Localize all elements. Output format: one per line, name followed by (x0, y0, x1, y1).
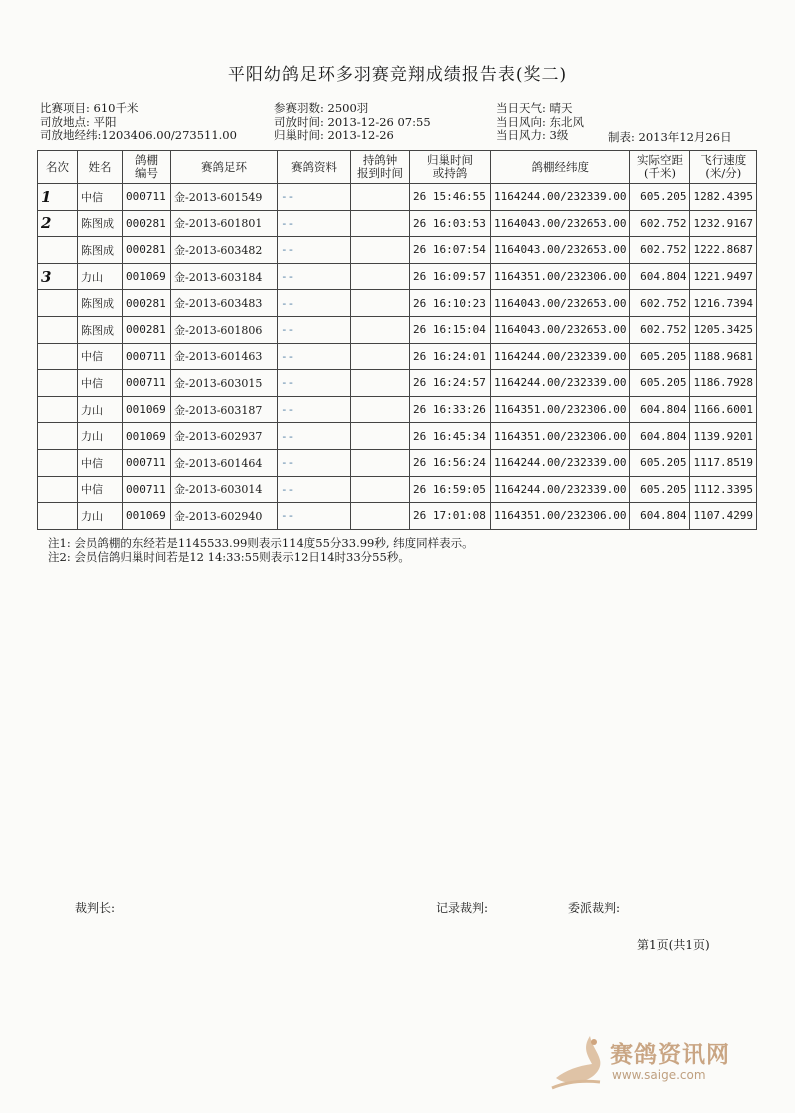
cell-clock-time (351, 237, 410, 264)
footnotes (48, 536, 474, 564)
cell-info: -- (278, 210, 351, 237)
cell-rank (38, 476, 78, 503)
cell-arrival-time: 26 16:03:53 (410, 210, 491, 237)
col-clock-header-line1: 持鸽钟 (362, 153, 398, 167)
cell-rank (38, 316, 78, 343)
cell-coordinates: 1164351.00/232306.00 (491, 263, 630, 290)
cell-info: -- (278, 343, 351, 370)
cell-loft-number: 000281 (123, 290, 171, 317)
col-loft-header-line2: 编号 (135, 166, 158, 180)
meta-entries: 参赛羽数: 2500羽 (274, 101, 369, 115)
cell-coordinates: 1164244.00/232339.00 (491, 184, 630, 211)
cell-arrival-time: 26 16:45:34 (410, 423, 491, 450)
cell-clock-time (351, 370, 410, 397)
cell-name: 力山 (78, 503, 123, 530)
col-arrival-header (410, 151, 491, 184)
cell-loft-number: 000711 (123, 476, 171, 503)
cell-name: 中信 (78, 343, 123, 370)
col-arrival-header-line1: 归巢时间 (427, 153, 473, 167)
cell-coordinates: 1164244.00/232339.00 (491, 449, 630, 476)
cell-rank (38, 423, 78, 450)
cell-name: 陈图成 (78, 210, 123, 237)
col-loft-header (123, 151, 171, 184)
cell-coordinates: 1164244.00/232339.00 (491, 370, 630, 397)
cell-name: 陈图成 (78, 316, 123, 343)
col-rank-header: 名次 (38, 151, 78, 184)
cell-arrival-time: 26 16:10:23 (410, 290, 491, 317)
cell-loft-number: 000711 (123, 184, 171, 211)
cell-loft-number: 000711 (123, 343, 171, 370)
cell-info: -- (278, 423, 351, 450)
table-row (38, 290, 757, 317)
cell-info: -- (278, 316, 351, 343)
meta-race-info (40, 102, 237, 143)
col-distance-header (630, 151, 690, 184)
cell-coordinates: 1164351.00/232306.00 (491, 503, 630, 530)
cell-clock-time (351, 503, 410, 530)
table-row (38, 237, 757, 264)
cell-arrival-time: 26 16:07:54 (410, 237, 491, 264)
table-row (38, 263, 757, 290)
chief-judge-signature: 裁判长: (75, 901, 116, 915)
table-row (38, 210, 757, 237)
cell-ring: 金-2013-603015 (171, 370, 278, 397)
cell-ring: 金-2013-601806 (171, 316, 278, 343)
cell-distance: 602.752 (630, 316, 690, 343)
cell-speed: 1112.3395 (690, 476, 757, 503)
cell-clock-time (351, 423, 410, 450)
cell-arrival-time: 26 16:15:04 (410, 316, 491, 343)
col-speed-header-line1: 飞行速度 (700, 153, 747, 167)
cell-distance: 604.804 (630, 503, 690, 530)
cell-name: 中信 (78, 184, 123, 211)
cell-loft-number: 000711 (123, 370, 171, 397)
cell-coordinates: 1164351.00/232306.00 (491, 423, 630, 450)
meta-weather-info (496, 102, 584, 143)
table-row (38, 476, 757, 503)
cell-ring: 金-2013-603187 (171, 396, 278, 423)
table-row (38, 370, 757, 397)
table-row (38, 343, 757, 370)
col-name-header: 姓名 (78, 151, 123, 184)
cell-clock-time (351, 343, 410, 370)
cell-clock-time (351, 316, 410, 343)
cell-loft-number: 000281 (123, 237, 171, 264)
col-clock-header (351, 151, 410, 184)
cell-ring: 金-2013-601463 (171, 343, 278, 370)
cell-distance: 605.205 (630, 370, 690, 397)
cell-rank (38, 396, 78, 423)
pigeon-logo-icon (548, 1030, 608, 1094)
cell-ring: 金-2013-603482 (171, 237, 278, 264)
cell-info: -- (278, 503, 351, 530)
table-row (38, 423, 757, 450)
cell-name: 力山 (78, 423, 123, 450)
cell-clock-time (351, 476, 410, 503)
table-row (38, 316, 757, 343)
cell-info: -- (278, 449, 351, 476)
results-table (37, 150, 757, 530)
cell-ring: 金-2013-601464 (171, 449, 278, 476)
col-speed-header (690, 151, 757, 184)
table-row (38, 184, 757, 211)
header-row (38, 151, 757, 184)
cell-arrival-time: 26 16:09:57 (410, 263, 491, 290)
meta-release-time: 司放时间: 2013-12-26 07:55 (274, 114, 431, 129)
cell-speed: 1166.6001 (690, 396, 757, 423)
cell-rank (38, 290, 78, 317)
cell-clock-time (351, 210, 410, 237)
cell-coordinates: 1164244.00/232339.00 (491, 476, 630, 503)
cell-speed: 1117.8519 (690, 449, 757, 476)
cell-loft-number: 000281 (123, 210, 171, 237)
cell-rank (38, 370, 78, 397)
cell-name: 陈图成 (78, 237, 123, 264)
cell-arrival-time: 26 17:01:08 (410, 503, 491, 530)
col-arrival-header-line2: 或持鸽 (432, 166, 468, 180)
cell-speed: 1188.9681 (690, 343, 757, 370)
meta-weather: 当日天气: 晴天 (496, 101, 573, 115)
cell-arrival-time: 26 16:24:57 (410, 370, 491, 397)
cell-speed: 1186.7928 (690, 370, 757, 397)
prepared-date: 制表: 2013年12月26日 (608, 130, 732, 144)
cell-loft-number: 001069 (123, 503, 171, 530)
watermark-text: 赛鸽资讯网 (610, 1042, 730, 1068)
cell-rank: 1 (38, 184, 78, 211)
cell-name: 中信 (78, 449, 123, 476)
cell-distance: 602.752 (630, 210, 690, 237)
col-distance-header-line1: 实际空距 (636, 153, 683, 167)
cell-arrival-time: 26 16:56:24 (410, 449, 491, 476)
cell-name: 力山 (78, 396, 123, 423)
cell-clock-time (351, 184, 410, 211)
footnote-1: 注1: 会员鸽棚的东经若是1145533.99则表示114度55分33.99秒, 纬度同样表示。 (48, 536, 474, 550)
report-title: 平阳幼鸽足环多羽赛竞翔成绩报告表(奖二) (227, 65, 568, 85)
cell-coordinates: 1164351.00/232306.00 (491, 396, 630, 423)
meta-wind-force: 当日风力: 3级 (496, 128, 569, 142)
cell-rank (38, 503, 78, 530)
cell-distance: 602.752 (630, 237, 690, 264)
cell-arrival-time: 26 15:46:55 (410, 184, 491, 211)
cell-info: -- (278, 263, 351, 290)
meta-race-item: 比赛项目: 610千米 (40, 101, 139, 115)
cell-speed: 1216.7394 (690, 290, 757, 317)
cell-loft-number: 000711 (123, 449, 171, 476)
meta-release-place: 司放地点: 平阳 (40, 114, 117, 129)
cell-distance: 605.205 (630, 476, 690, 503)
cell-clock-time (351, 290, 410, 317)
cell-rank (38, 237, 78, 264)
cell-coordinates: 1164244.00/232339.00 (491, 343, 630, 370)
cell-clock-time (351, 449, 410, 476)
cell-rank: 3 (38, 263, 78, 290)
cell-speed: 1232.9167 (690, 210, 757, 237)
cell-name: 中信 (78, 370, 123, 397)
cell-ring: 金-2013-603483 (171, 290, 278, 317)
col-speed-header-line2: (米/分) (705, 166, 742, 180)
appointed-judge-signature: 委派裁判: (568, 901, 621, 915)
col-ring-header: 赛鸽足环 (171, 151, 278, 184)
cell-distance: 605.205 (630, 184, 690, 211)
cell-clock-time (351, 396, 410, 423)
cell-distance: 602.752 (630, 290, 690, 317)
cell-info: -- (278, 237, 351, 264)
cell-speed: 1205.3425 (690, 316, 757, 343)
cell-name: 中信 (78, 476, 123, 503)
cell-distance: 605.205 (630, 343, 690, 370)
cell-rank: 2 (38, 210, 78, 237)
cell-distance: 605.205 (630, 449, 690, 476)
recording-judge-signature: 记录裁判: (436, 901, 489, 915)
watermark-url: www.saige.com (612, 1068, 706, 1082)
cell-loft-number: 000281 (123, 316, 171, 343)
cell-info: -- (278, 290, 351, 317)
table-row (38, 503, 757, 530)
site-watermark (548, 1030, 758, 1096)
cell-speed: 1282.4395 (690, 184, 757, 211)
cell-rank (38, 343, 78, 370)
meta-return-date: 归巢时间: 2013-12-26 (274, 128, 394, 142)
cell-ring: 金-2013-603014 (171, 476, 278, 503)
cell-rank (38, 449, 78, 476)
table-row (38, 449, 757, 476)
cell-distance: 604.804 (630, 263, 690, 290)
cell-distance: 604.804 (630, 396, 690, 423)
cell-info: -- (278, 184, 351, 211)
cell-arrival-time: 26 16:24:01 (410, 343, 491, 370)
cell-distance: 604.804 (630, 423, 690, 450)
cell-clock-time (351, 263, 410, 290)
cell-info: -- (278, 370, 351, 397)
meta-timing-info (274, 102, 431, 143)
cell-name: 陈图成 (78, 290, 123, 317)
footnote-2: 注2: 会员信鸽归巢时间若是12 14:33:55则表示12日14时33分55秒。 (48, 550, 410, 564)
cell-arrival-time: 26 16:59:05 (410, 476, 491, 503)
cell-loft-number: 001069 (123, 423, 171, 450)
col-distance-header-line2: (千米) (643, 166, 676, 180)
cell-ring: 金-2013-601801 (171, 210, 278, 237)
meta-release-coords: 司放地经纬:1203406.00/273511.00 (40, 128, 237, 142)
cell-coordinates: 1164043.00/232653.00 (491, 290, 630, 317)
meta-wind-direction: 当日风向: 东北风 (496, 114, 585, 129)
col-loft-header-line1: 鸽棚 (135, 153, 158, 167)
page-number: 第1页(共1页) (637, 938, 710, 952)
cell-speed: 1107.4299 (690, 503, 757, 530)
cell-speed: 1139.9201 (690, 423, 757, 450)
cell-ring: 金-2013-601549 (171, 184, 278, 211)
cell-ring: 金-2013-602940 (171, 503, 278, 530)
cell-info: -- (278, 396, 351, 423)
cell-ring: 金-2013-602937 (171, 423, 278, 450)
cell-loft-number: 001069 (123, 263, 171, 290)
cell-speed: 1221.9497 (690, 263, 757, 290)
cell-arrival-time: 26 16:33:26 (410, 396, 491, 423)
cell-info: -- (278, 476, 351, 503)
cell-loft-number: 001069 (123, 396, 171, 423)
cell-name: 力山 (78, 263, 123, 290)
cell-coordinates: 1164043.00/232653.00 (491, 237, 630, 264)
cell-speed: 1222.8687 (690, 237, 757, 264)
cell-ring: 金-2013-603184 (171, 263, 278, 290)
col-coords-header: 鸽棚经纬度 (491, 151, 630, 184)
cell-coordinates: 1164043.00/232653.00 (491, 316, 630, 343)
col-info-header: 赛鸽资料 (278, 151, 351, 184)
col-clock-header-line2: 报到时间 (357, 166, 403, 180)
cell-coordinates: 1164043.00/232653.00 (491, 210, 630, 237)
table-row (38, 396, 757, 423)
